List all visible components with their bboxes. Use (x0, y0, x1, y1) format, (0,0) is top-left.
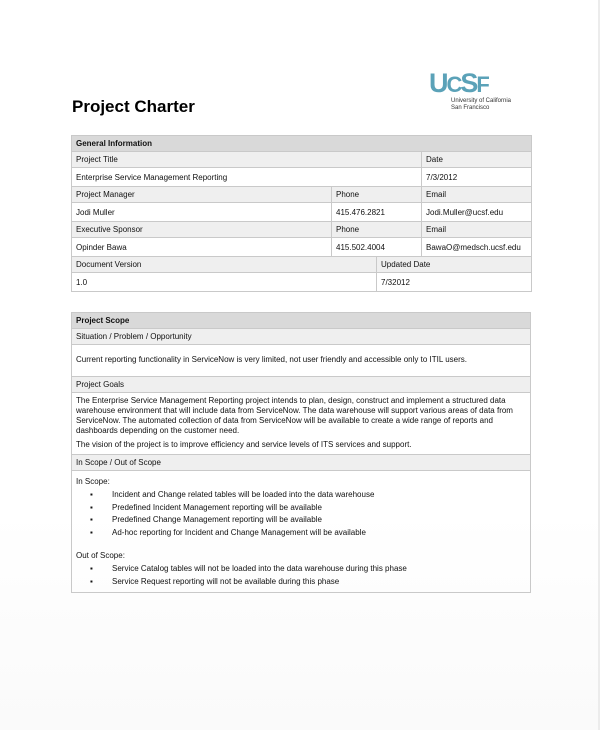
executive-sponsor-value: Opinder Bawa (72, 238, 332, 257)
date-label: Date (422, 152, 532, 168)
project-manager-label: Project Manager (72, 187, 332, 203)
general-information-table (71, 135, 532, 292)
general-information-header: General Information (72, 136, 532, 152)
page-title: Project Charter (72, 97, 195, 116)
project-manager-value: Jodi Muller (72, 203, 332, 222)
in-scope-item: ▪ Ad-hoc reporting for Incident and Change Management will be available (108, 527, 526, 540)
in-out-scope-label: In Scope / Out of Scope (72, 455, 531, 471)
logo-line-2: San Francisco (451, 105, 490, 111)
project-goals-cell (72, 393, 531, 455)
in-scope-list (76, 489, 526, 539)
logo-mark: UCSF (429, 68, 488, 98)
pm-email-value: Jodi.Muller@ucsf.edu (422, 203, 532, 222)
sponsor-phone-label: Phone (332, 222, 422, 238)
document-version-label: Document Version (72, 257, 377, 273)
project-scope-table (71, 312, 531, 593)
date-value: 7/3/2012 (422, 168, 532, 187)
situation-text: Current reporting functionality in ServiceNow is very limited, not user friendly and accessible only to ITIL users. (72, 345, 531, 377)
document-version-value: 1.0 (72, 273, 377, 292)
out-of-scope-item: ▪ Service Catalog tables will not be loaded into the data warehouse during this phase (108, 563, 526, 576)
project-goals-label: Project Goals (72, 377, 531, 393)
in-scope-label: In Scope: (76, 477, 110, 486)
updated-date-label: Updated Date (377, 257, 532, 273)
out-of-scope-label: Out of Scope: (76, 551, 125, 560)
ucsf-logo (429, 70, 529, 118)
project-title-label: Project Title (72, 152, 422, 168)
pm-phone-label: Phone (332, 187, 422, 203)
pm-phone-value: 415.476.2821 (332, 203, 422, 222)
updated-date-value: 7/32012 (377, 273, 532, 292)
in-scope-item: ▪ Predefined Incident Management reporting will be available (108, 502, 526, 515)
project-title-value: Enterprise Service Management Reporting (72, 168, 422, 187)
in-scope-item: ▪ Incident and Change related tables will be loaded into the data warehouse (108, 489, 526, 502)
project-goals-text: The Enterprise Service Management Reporting project intends to plan, design, construct and implement a structured data warehouse environment that will include data from ServiceNow. The data warehouse will support various areas of data from ServiceNow. The automated collection of data from ServiceNow will be available to create a wide range of reports and dashboards depending on the customer need. (76, 396, 513, 435)
sponsor-email-value: BawaO@medsch.ucsf.edu (422, 238, 532, 257)
project-scope-header: Project Scope (72, 313, 531, 329)
in-scope-item: ▪ Predefined Change Management reporting will be available (108, 514, 526, 527)
pm-email-label: Email (422, 187, 532, 203)
out-of-scope-item: ▪ Service Request reporting will not be available during this phase (108, 576, 526, 589)
situation-label: Situation / Problem / Opportunity (72, 329, 531, 345)
sponsor-email-label: Email (422, 222, 532, 238)
project-vision-text: The vision of the project is to improve efficiency and service levels of ITS services and support. (76, 440, 412, 449)
executive-sponsor-label: Executive Sponsor (72, 222, 332, 238)
logo-line-1: University of California (451, 98, 512, 104)
out-of-scope-list (76, 563, 526, 588)
scope-lists-cell (72, 471, 531, 593)
sponsor-phone-value: 415.502.4004 (332, 238, 422, 257)
